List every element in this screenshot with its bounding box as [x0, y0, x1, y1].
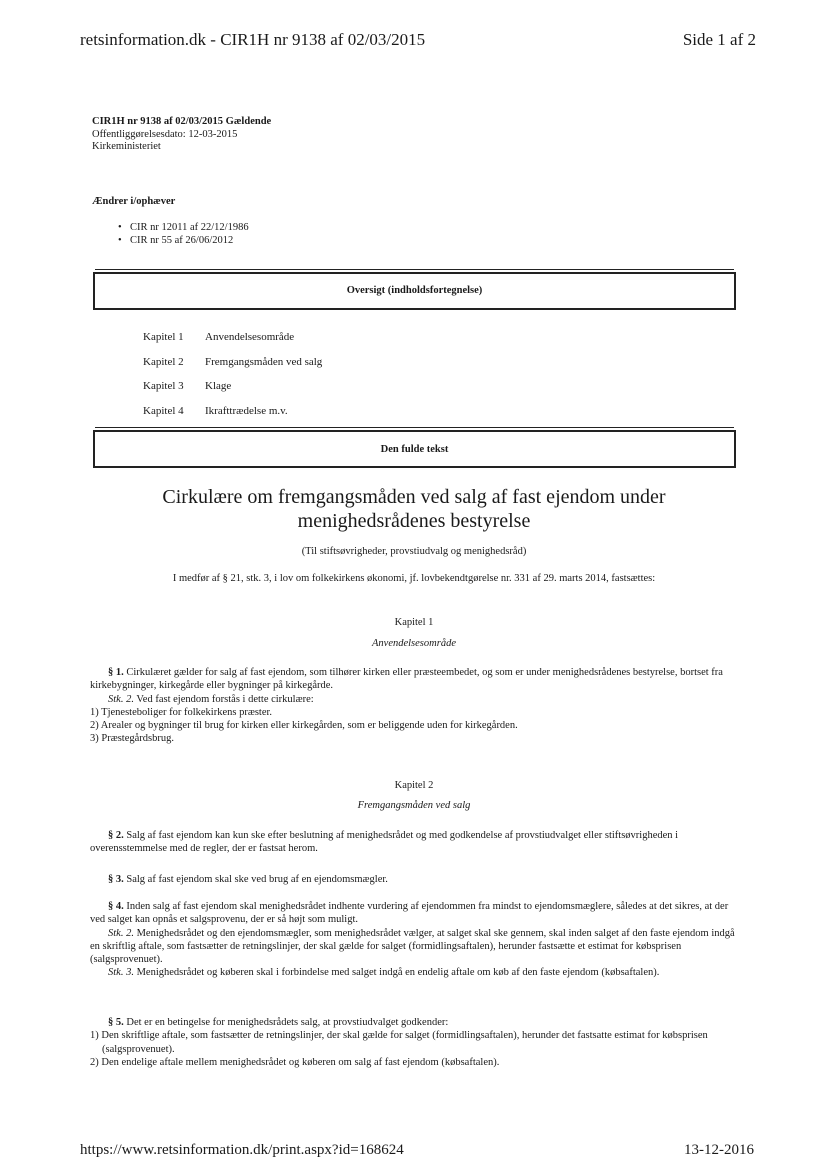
amends-item[interactable]: • CIR nr 12011 af 22/12/1986 — [118, 221, 249, 234]
preamble: I medfør af § 21, stk. 3, i lov om folkekirkens økonomi, jf. lovbekendtgørelse nr. 331 af 29. marts 2014, fastsættes: — [172, 573, 656, 584]
overview-heading: Oversigt (indholdsfortegnelse) — [346, 285, 483, 296]
chapter-2-title: Fremgangsmåden ved salg — [357, 800, 471, 811]
chapter-1-label: Kapitel 1 — [394, 617, 434, 628]
addressees: (Til stiftsøvrigheder, provstiudvalg og menighedsråd) — [301, 546, 527, 557]
section-5: § 5. Det er en betingelse for menighedsrådets salg, at provstiudvalget godkender: 1) Den skriftlige aftale, som fastsætter de retningslinjer, der skal gælde for salget (formidlingsaftalen), herunder det fastsatte estimat for købsprisen (salgsprovenuet). 2) Den endelige aftale mellem menighedsrådet og køberen om salg af fast ejendom (købsaftalen). — [90, 1017, 708, 1068]
chapter-2-label: Kapitel 2 — [394, 780, 434, 791]
amends-heading: Ændrer i/ophæver — [92, 196, 176, 207]
page-header-title: retsinformation.dk - CIR1H nr 9138 af 02/03/2015 — [80, 30, 426, 49]
section-2: § 2. Salg af fast ejendom kan kun ske efter beslutning af menighedsrådet og med godkendelse af provstiudvalget eller stiftsøvrigheden i overensstemmelse med de regler, der er fastsat herom. — [90, 830, 679, 855]
amends-list — [118, 221, 249, 247]
fulltext-box — [93, 430, 736, 468]
amends-item[interactable]: • CIR nr 55 af 26/06/2012 — [118, 234, 249, 247]
toc-item[interactable]: Kapitel 1 Anvendelsesområde — [143, 331, 295, 343]
chapter-1-title: Anvendelsesområde — [372, 638, 456, 649]
document-title: Cirkulære om fremgangsmåden ved salg af fast ejendom under menighedsrådenes bestyrelse — [162, 486, 666, 532]
page-number: Side 1 af 2 — [682, 30, 756, 49]
section-4: § 4. Inden salg af fast ejendom skal menighedsrådet indhente vurdering af ejendommen fra mindst to ejendomsmæglere, således at det sikres, at der ved salget kan opnås et salgsprovenu, der er så højt som muligt. Stk. 2. Menighedsrådet og den ejendomsmægler, som menighedsrådet vælger, at salget skal ske gennem, skal inden salget af den faste ejendom indgå en skriftlig aftale, som fastsætter de retningslinjer, der skal gælde for salget (formidlingsaftalen), herunder fastsætte et estimat for købsprisen (salgsprovenuet). Stk. 3. Menighedsrådet og køberen skal i forbindelse med salget indgå en endelig aftale om køb af den faste ejendom (købsaftalen). — [90, 901, 735, 979]
fulltext-heading: Den fulde tekst — [380, 444, 449, 455]
toc-item[interactable]: Kapitel 4 Ikrafttrædelse m.v. — [143, 404, 288, 417]
document-id-status: CIR1H nr 9138 af 02/03/2015 Gældende — [92, 116, 272, 127]
publication-date: Offentliggørelsesdato: 12-03-2015 — [92, 128, 238, 140]
ministry: Kirkeministeriet — [92, 141, 161, 152]
toc-item[interactable]: Kapitel 3 Klage — [143, 380, 232, 392]
section-1: § 1. Cirkulæret gælder for salg af fast ejendom, som tilhører kirken eller præsteembedet, og som er under menighedsrådenes bestyrelse, bortset fra kirkebygninger, kirkegårde eller bygninger på kirkegårde. Stk. 2. Ved fast ejendom forstås i dette cirkulære: 1) Tjenesteboliger for folkekirkens præster. 2) Arealer og bygninger til brug for kirken eller kirkegården, som er beliggende uden for kirkegården. 3) Præstegårdsbrug. — [90, 667, 723, 745]
table-of-contents — [143, 325, 322, 423]
toc-item[interactable]: Kapitel 2 Fremgangsmåden ved salg — [143, 355, 323, 368]
footer-date: 13-12-2016 — [684, 1142, 754, 1158]
overview-box — [93, 272, 736, 310]
document-meta — [92, 116, 271, 154]
section-3: § 3. Salg af fast ejendom skal ske ved brug af en ejendomsmægler. — [108, 874, 388, 885]
footer-url[interactable]: https://www.retsinformation.dk/print.aspx?id=168624 — [80, 1142, 404, 1158]
